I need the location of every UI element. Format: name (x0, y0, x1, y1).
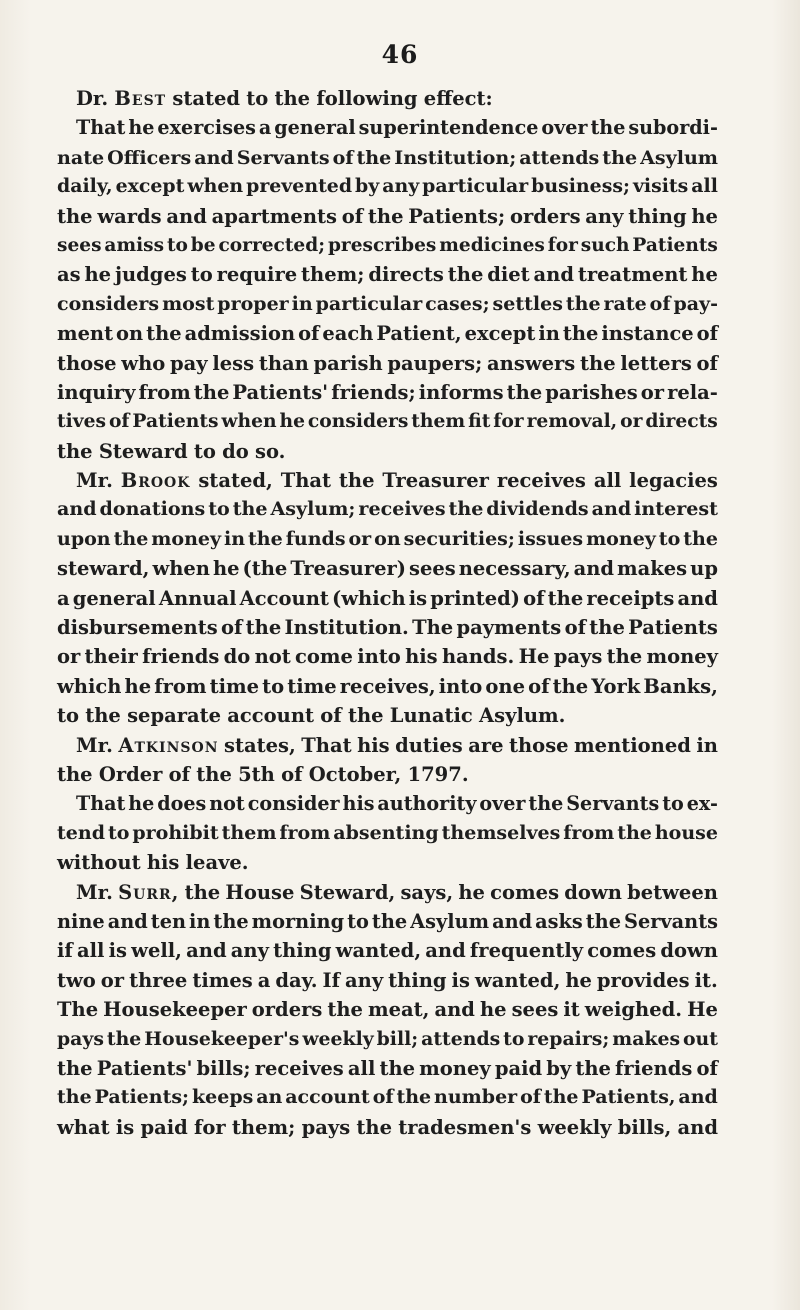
text-line: two or three times a day. If any thing is wanted, he provides it. (57, 968, 718, 992)
text-line: Mr. Brook stated, That the Treasurer receives all legacies (76, 469, 718, 493)
text-line: inquiry from the Patients' friends; informs the parishes or rela- (57, 380, 718, 404)
text-line: disbursements of the Institution. The payments of the Patients (57, 616, 718, 640)
text-line: which he from time to time receives, into one of the York Banks, (57, 674, 718, 698)
text-line: That he does not consider his authority over the Servants to ex- (76, 792, 718, 816)
text-line: the Order of the 5th of October, 1797. (57, 762, 469, 786)
text-line: upon the money in the funds or on securities; issues money to the (57, 527, 718, 550)
text-line: considers most proper in particular cases; settles the rate of pay- (57, 292, 718, 315)
text-line: pays the Housekeeper's weekly bill; attends to repairs; makes out (57, 1027, 718, 1050)
text-line: tend to prohibit them from absenting themselves from the house (57, 821, 718, 844)
text-line: without his leave. (57, 851, 249, 875)
text-line: as he judges to require them; directs the diet and treatment he (57, 263, 718, 287)
text-line: Mr. Atkinson states, That his duties are those mentioned in (76, 733, 718, 757)
text-line: or their friends do not come into his hands. He pays the money (57, 645, 718, 669)
text-line: what is paid for them; pays the tradesmen's weekly bills, and (57, 1115, 718, 1139)
text-line: the wards and apartments of the Patients; orders any thing he (57, 204, 718, 228)
page-number: 46 (381, 40, 419, 69)
text-line: the Patients; keeps an account of the number of the Patients, and (57, 1086, 718, 1109)
text-line: tives of Patients when he considers them fit for removal, or directs (57, 410, 718, 433)
text-line: The Housekeeper orders the meat, and he sees it weighed. He (57, 998, 718, 1022)
text-line: those who pay less than parish paupers; answers the letters of (57, 351, 718, 375)
text-line: and donations to the Asylum; receives the dividends and interest (57, 498, 718, 521)
text-line: to the separate account of the Lunatic Asylum. (57, 704, 566, 728)
text-line: ment on the admission of each Patient, except in the instance of (57, 322, 718, 346)
text-line: sees amiss to be corrected; prescribes medicines for such Patients (57, 234, 718, 256)
text-line: nate Officers and Servants of the Institution; attends the Asylum (57, 145, 718, 169)
text-line: steward, when he (the Treasurer) sees necessary, and makes up (57, 557, 718, 581)
text-line: Dr. Best stated to the following effect: (76, 87, 493, 110)
body-text (57, 84, 718, 1142)
text-line: daily, except when prevented by any particular business; visits all (57, 175, 718, 198)
text-line: a general Annual Account (which is printed) of the receipts and (57, 586, 718, 610)
text-line: if all is well, and any thing wanted, and frequently comes down (57, 939, 718, 963)
text-line: Mr. Surr, the House Steward, says, he comes down between (76, 880, 718, 904)
text-line: That he exercises a general superintendence over the subordi- (76, 116, 718, 140)
text-line: the Steward to do so. (57, 439, 286, 463)
text-line: nine and ten in the morning to the Asylum and asks the Servants (57, 909, 718, 933)
text-line: the Patients' bills; receives all the money paid by the friends of (57, 1056, 718, 1080)
